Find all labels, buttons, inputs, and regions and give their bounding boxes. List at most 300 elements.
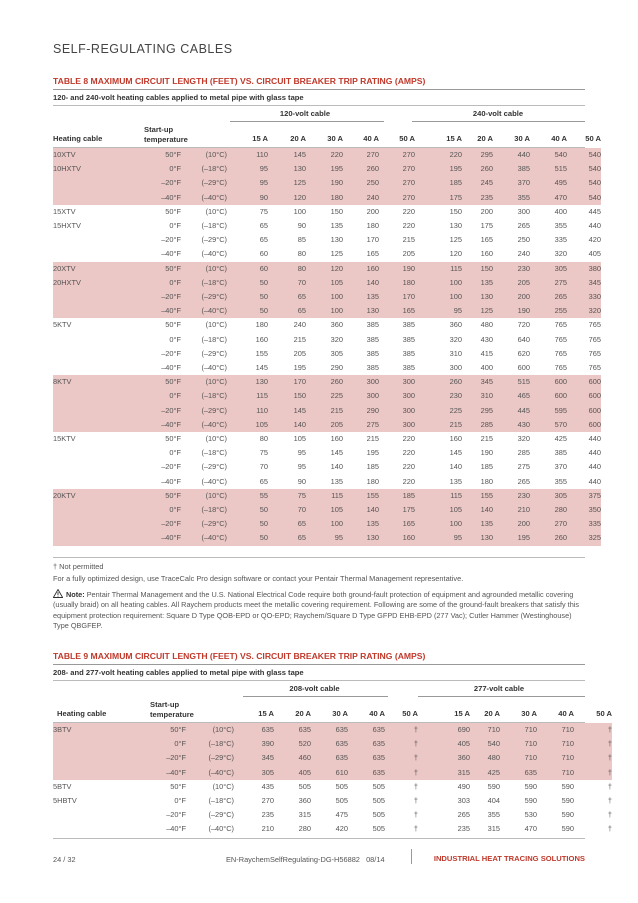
cell-circuit-length: 595 — [530, 404, 567, 418]
cell-circuit-length: 590 — [561, 810, 574, 820]
cell-circuit-length: 285 — [517, 448, 530, 458]
cell-circuit-length: 440 — [588, 434, 601, 444]
cell-circuit-length: 265 — [457, 810, 470, 820]
page-number: 24 / 32 — [53, 855, 76, 864]
footer-brand: INDUSTRIAL HEAT TRACING SOLUTIONS — [433, 854, 585, 863]
cell-startup-celsius: (–18°C) — [208, 796, 234, 806]
cell-circuit-length: † — [607, 810, 612, 820]
table-row — [53, 723, 612, 737]
cell-heating-cable: 10HXTV — [53, 162, 125, 176]
cell-circuit-length: 195 — [366, 448, 379, 458]
cell-heating-cable: 5KTV — [53, 320, 72, 330]
cell-startup-fahrenheit: –20°F — [166, 810, 186, 820]
cell-circuit-length: 540 — [567, 176, 601, 190]
cell-startup-celsius: (–18°C) — [201, 334, 227, 344]
cell-startup-celsius: (–40°C) — [201, 363, 227, 373]
cell-circuit-length: 215 — [480, 434, 493, 444]
cell-circuit-length: 275 — [343, 418, 379, 432]
cell-circuit-length: 260 — [462, 162, 493, 176]
cell-circuit-length: 310 — [462, 389, 493, 403]
cell-circuit-length: 180 — [366, 476, 379, 486]
amp-header: 30 A — [332, 709, 348, 718]
cell-circuit-length: 710 — [500, 737, 537, 751]
cell-circuit-length: 100 — [306, 517, 343, 531]
table8-title: TABLE 8 MAXIMUM CIRCUIT LENGTH (FEET) VS. CIRCUIT BREAKER TRIP RATING (AMPS) — [53, 76, 426, 86]
page-title: SELF-REGULATING CABLES — [53, 42, 233, 56]
cell-circuit-length: 175 — [415, 191, 462, 205]
cell-circuit-length: 325 — [567, 531, 601, 545]
cell-circuit-length: 170 — [268, 375, 306, 389]
cell-circuit-length: 100 — [306, 290, 343, 304]
warning-text: Pentair Thermal Management and the U.S. National Electrical Code require both ground-fault protection of equipment and agrounded metallic covering (usually braid) on all heating cables. All Raychem products meet the metallic covering requirement. Following are some of the ground-fault breakers that satisfy this equipment protection requirement: Square D Type QOB-EPD or QO-EPD; Raychem/Square D Type GFPD EHB-EPD (277 Vac); Cutler Hammer (Westinghouse) Type QBGFEP. — [53, 590, 580, 630]
cell-startup-celsius: (–40°C) — [181, 531, 227, 545]
cell-startup-celsius: (–29°C) — [181, 176, 227, 190]
cell-circuit-length: 90 — [297, 476, 306, 486]
cell-circuit-length: 370 — [554, 462, 567, 472]
amp-header: 20 A — [477, 134, 493, 143]
cell-circuit-length: 275 — [517, 462, 530, 472]
cell-circuit-length: 635 — [348, 766, 385, 780]
cell-circuit-length: 215 — [366, 434, 379, 444]
cell-heating-cable — [53, 404, 125, 418]
cell-heating-cable — [53, 751, 131, 765]
cell-circuit-length: 55 — [227, 489, 268, 503]
cell-circuit-length: 140 — [462, 503, 493, 517]
cell-circuit-length: 100 — [293, 206, 306, 216]
cell-circuit-length: 105 — [293, 434, 306, 444]
cell-circuit-length: 170 — [379, 290, 415, 304]
cell-circuit-length: 150 — [449, 206, 462, 216]
cell-circuit-length: 260 — [415, 375, 462, 389]
cell-circuit-length: 315 — [298, 810, 311, 820]
cell-heating-cable: 5HBTV — [53, 796, 77, 806]
cell-startup-celsius: (–40°C) — [186, 766, 234, 780]
cell-circuit-length: 230 — [415, 389, 462, 403]
cell-circuit-length: 225 — [306, 389, 343, 403]
cell-circuit-length: 765 — [554, 320, 567, 330]
cell-circuit-length: 70 — [268, 276, 306, 290]
cell-circuit-length: 505 — [372, 824, 385, 834]
table-row — [53, 517, 601, 531]
cell-circuit-length: 110 — [227, 148, 268, 162]
cell-circuit-length: 375 — [567, 489, 601, 503]
cell-circuit-length: 460 — [274, 751, 311, 765]
cell-circuit-length: 635 — [348, 723, 385, 737]
cell-heating-cable: 5BTV — [53, 781, 72, 791]
cell-circuit-length: 70 — [259, 462, 268, 472]
cell-startup-fahrenheit: –20°F — [161, 235, 181, 245]
cell-circuit-length: 215 — [415, 418, 462, 432]
cell-circuit-length: 505 — [372, 781, 385, 791]
cell-startup-fahrenheit: –20°F — [161, 348, 181, 358]
cell-circuit-length: 180 — [480, 476, 493, 486]
table8-group-left: 120-volt cable — [279, 109, 331, 118]
table9-subtitle: 208- and 277-volt heating cables applied to metal pipe with glass tape — [53, 668, 304, 677]
cell-circuit-length: 540 — [530, 148, 567, 162]
cell-circuit-length: 205 — [493, 276, 530, 290]
cell-circuit-length: 710 — [537, 751, 574, 765]
cell-circuit-length: 255 — [530, 304, 567, 318]
cell-circuit-length: 135 — [462, 276, 493, 290]
cell-circuit-length: 245 — [462, 176, 493, 190]
cell-circuit-length: 440 — [588, 462, 601, 472]
cell-circuit-length: 430 — [480, 334, 493, 344]
cell-circuit-length: 295 — [462, 148, 493, 162]
cell-heating-cable: 3BTV — [53, 723, 131, 737]
amp-header: 15 A — [252, 134, 268, 143]
cell-circuit-length: † — [413, 810, 418, 820]
cell-heating-cable — [53, 766, 131, 780]
cell-circuit-length: 360 — [418, 751, 470, 765]
cell-circuit-length: 420 — [335, 824, 348, 834]
table8-footnote: † Not permitted — [53, 562, 104, 571]
cell-circuit-length: 330 — [567, 290, 601, 304]
cell-circuit-length: 235 — [261, 810, 274, 820]
table-row — [53, 148, 601, 162]
cell-startup-fahrenheit: 0°F — [169, 448, 181, 458]
cell-circuit-length: 315 — [418, 766, 470, 780]
cell-circuit-length: 195 — [415, 162, 462, 176]
cell-startup-celsius: (10°C) — [181, 262, 227, 276]
amp-header: 15 A — [454, 709, 470, 718]
cell-circuit-length: † — [607, 796, 612, 806]
cell-circuit-length: 50 — [227, 531, 268, 545]
cell-circuit-length: 235 — [457, 824, 470, 834]
cell-circuit-length: 320 — [517, 434, 530, 444]
cell-circuit-length: 95 — [227, 162, 268, 176]
cell-circuit-length: 265 — [530, 290, 567, 304]
cell-startup-fahrenheit: 0°F — [174, 796, 186, 806]
table-row — [53, 418, 601, 432]
warning-note — [53, 589, 585, 631]
cell-circuit-length: 50 — [227, 290, 268, 304]
cell-circuit-length: 105 — [306, 276, 343, 290]
cell-circuit-length: 635 — [311, 751, 348, 765]
cell-circuit-length: 360 — [298, 796, 311, 806]
cell-circuit-length: 65 — [259, 476, 268, 486]
table9-title-rule — [53, 664, 585, 665]
cell-circuit-length: 75 — [259, 448, 268, 458]
cell-circuit-length: 160 — [255, 334, 268, 344]
cell-circuit-length: 205 — [293, 348, 306, 358]
cell-circuit-length: 710 — [500, 751, 537, 765]
table-row — [53, 304, 601, 318]
cell-circuit-length: 205 — [306, 418, 343, 432]
cell-circuit-length: † — [574, 723, 612, 737]
cell-circuit-length: 270 — [379, 162, 415, 176]
cell-heating-cable — [53, 290, 125, 304]
cell-circuit-length: 235 — [462, 191, 493, 205]
cell-circuit-length: 115 — [227, 389, 268, 403]
cell-circuit-length: 465 — [493, 389, 530, 403]
table-row — [53, 318, 601, 332]
cell-circuit-length: 590 — [524, 796, 537, 806]
cell-circuit-length: 355 — [554, 476, 567, 486]
amp-header: 40 A — [558, 709, 574, 718]
cell-circuit-length: 610 — [311, 766, 348, 780]
cell-circuit-length: 135 — [330, 476, 343, 486]
amp-header: 15 A — [446, 134, 462, 143]
cell-circuit-length: 165 — [480, 235, 493, 245]
cell-heating-cable — [53, 531, 125, 545]
cell-circuit-length: 600 — [567, 404, 601, 418]
cell-circuit-length: 355 — [554, 221, 567, 231]
cell-circuit-length: 140 — [343, 276, 379, 290]
cell-heating-cable: 8KTV — [53, 375, 125, 389]
cell-circuit-length: 105 — [227, 418, 268, 432]
cell-circuit-length: 200 — [480, 206, 493, 216]
cell-circuit-length: 65 — [268, 517, 306, 531]
cell-circuit-length: 135 — [330, 221, 343, 231]
amp-header: 30 A — [327, 134, 343, 143]
cell-circuit-length: 540 — [567, 148, 601, 162]
cell-circuit-length: 385 — [402, 334, 415, 344]
table-row — [53, 780, 612, 794]
cell-circuit-length: 290 — [330, 363, 343, 373]
table8-bottom-rule — [53, 557, 585, 558]
cell-circuit-length: 305 — [530, 262, 567, 276]
cell-circuit-length: 50 — [227, 517, 268, 531]
cell-heating-cable — [53, 347, 125, 361]
cell-circuit-length: 200 — [493, 290, 530, 304]
cell-circuit-length: 425 — [470, 766, 500, 780]
cell-circuit-length: 600 — [530, 389, 567, 403]
cell-circuit-length: † — [385, 737, 418, 751]
cell-circuit-length: 215 — [402, 235, 415, 245]
cell-circuit-length: 60 — [227, 262, 268, 276]
cell-heating-cable — [53, 460, 125, 474]
cell-heating-cable: 20HXTV — [53, 276, 125, 290]
cell-circuit-length: 385 — [402, 348, 415, 358]
cell-circuit-length: 270 — [530, 517, 567, 531]
table-row — [53, 794, 612, 808]
cell-circuit-length: 385 — [366, 334, 379, 344]
table8-subtitle-rule — [53, 105, 585, 106]
cell-circuit-length: 405 — [418, 737, 470, 751]
cell-circuit-length: 710 — [500, 723, 537, 737]
cell-circuit-length: 160 — [449, 434, 462, 444]
cell-circuit-length: 155 — [462, 489, 493, 503]
cell-circuit-length: 600 — [567, 375, 601, 389]
cell-circuit-length: 505 — [372, 810, 385, 820]
cell-circuit-length: 765 — [554, 348, 567, 358]
cell-circuit-length: 270 — [343, 148, 379, 162]
cell-circuit-length: 440 — [588, 476, 601, 486]
table-row — [53, 247, 601, 261]
cell-circuit-length: 220 — [402, 476, 415, 486]
table9-col-startup: Start-up temperature — [150, 700, 194, 719]
cell-startup-celsius: (–29°C) — [201, 235, 227, 245]
table-row — [53, 176, 601, 190]
cell-circuit-length: 175 — [379, 503, 415, 517]
table-row — [53, 446, 601, 460]
cell-circuit-length: 185 — [366, 462, 379, 472]
cell-circuit-length: 95 — [306, 531, 343, 545]
table-row — [53, 489, 601, 503]
cell-circuit-length: 600 — [567, 389, 601, 403]
table-row — [53, 347, 601, 361]
cell-heating-cable — [53, 418, 125, 432]
cell-circuit-length: 590 — [561, 781, 574, 791]
cell-circuit-length: 710 — [470, 723, 500, 737]
cell-circuit-length: 385 — [402, 363, 415, 373]
cell-circuit-length: 220 — [402, 221, 415, 231]
cell-circuit-length: 303 — [457, 796, 470, 806]
cell-startup-fahrenheit: 0°F — [125, 276, 181, 290]
cell-circuit-length: 140 — [268, 418, 306, 432]
cell-circuit-length: 195 — [493, 531, 530, 545]
cell-circuit-length: 260 — [343, 162, 379, 176]
cell-heating-cable — [53, 304, 125, 318]
amp-header: 20 A — [290, 134, 306, 143]
cell-startup-fahrenheit: 50°F — [131, 723, 186, 737]
cell-circuit-length: 360 — [330, 320, 343, 330]
cell-circuit-length: 155 — [343, 489, 379, 503]
cell-circuit-length: 590 — [487, 781, 500, 791]
cell-circuit-length: 415 — [480, 348, 493, 358]
cell-circuit-length: 370 — [493, 176, 530, 190]
cell-circuit-length: † — [574, 751, 612, 765]
cell-heating-cable: 10XTV — [53, 148, 125, 162]
cell-startup-fahrenheit: 50°F — [165, 206, 181, 216]
cell-circuit-length: 280 — [530, 503, 567, 517]
cell-circuit-length: 220 — [402, 448, 415, 458]
cell-circuit-length: 475 — [335, 810, 348, 820]
cell-circuit-length: 220 — [402, 206, 415, 216]
cell-circuit-length: † — [413, 781, 418, 791]
cell-circuit-length: 600 — [530, 375, 567, 389]
cell-circuit-length: 250 — [343, 176, 379, 190]
table-row — [53, 766, 612, 780]
cell-circuit-length: 515 — [493, 375, 530, 389]
cell-circuit-length: 765 — [588, 334, 601, 344]
cell-circuit-length: 270 — [379, 176, 415, 190]
cell-circuit-length: 300 — [517, 206, 530, 216]
cell-startup-fahrenheit: 50°F — [125, 375, 181, 389]
table9-group-right: 277-volt cable — [473, 684, 525, 693]
cell-startup-celsius: (–40°C) — [181, 191, 227, 205]
cell-startup-celsius: (10°C) — [205, 434, 227, 444]
cell-circuit-length: 200 — [366, 206, 379, 216]
cell-startup-celsius: (–18°C) — [181, 389, 227, 403]
table-row — [53, 205, 601, 219]
cell-circuit-length: † — [607, 824, 612, 834]
cell-startup-fahrenheit: 50°F — [125, 148, 181, 162]
cell-circuit-length: † — [413, 824, 418, 834]
cell-circuit-length: 205 — [402, 249, 415, 259]
cell-circuit-length: 130 — [462, 531, 493, 545]
cell-circuit-length: 220 — [402, 462, 415, 472]
cell-circuit-length: 385 — [554, 448, 567, 458]
cell-circuit-length: 185 — [480, 462, 493, 472]
cell-circuit-length: 65 — [268, 290, 306, 304]
cell-startup-celsius: (–40°C) — [208, 824, 234, 834]
cell-circuit-length: 490 — [457, 781, 470, 791]
cell-circuit-length: 160 — [330, 434, 343, 444]
amp-header: 30 A — [521, 709, 537, 718]
cell-circuit-length: 150 — [330, 206, 343, 216]
cell-circuit-length: 570 — [530, 418, 567, 432]
cell-startup-celsius: (–40°C) — [181, 418, 227, 432]
cell-circuit-length: 480 — [480, 320, 493, 330]
table-row — [53, 290, 601, 304]
cell-circuit-length: 120 — [449, 249, 462, 259]
cell-circuit-length: 265 — [517, 221, 530, 231]
cell-circuit-length: 90 — [297, 221, 306, 231]
cell-startup-fahrenheit: –20°F — [125, 404, 181, 418]
table-row — [53, 460, 601, 474]
cell-circuit-length: 275 — [530, 276, 567, 290]
cell-circuit-length: 400 — [554, 206, 567, 216]
cell-circuit-length: 110 — [227, 404, 268, 418]
cell-startup-fahrenheit: –40°F — [125, 418, 181, 432]
table9-group-left-rule — [243, 696, 388, 697]
table8-subtitle: 120- and 240-volt heating cables applied to metal pipe with glass tape — [53, 93, 304, 102]
cell-circuit-length: 145 — [449, 448, 462, 458]
cell-circuit-length: 105 — [415, 503, 462, 517]
table-row — [53, 262, 601, 276]
cell-circuit-length: 170 — [366, 235, 379, 245]
cell-startup-fahrenheit: 50°F — [125, 489, 181, 503]
cell-circuit-length: 180 — [366, 221, 379, 231]
table9-subtitle-rule — [53, 680, 585, 681]
cell-startup-celsius: (–29°C) — [181, 290, 227, 304]
cell-circuit-length: 50 — [227, 304, 268, 318]
cell-circuit-length: 320 — [554, 249, 567, 259]
cell-startup-celsius: (–29°C) — [181, 517, 227, 531]
cell-circuit-length: 515 — [530, 162, 567, 176]
cell-circuit-length: 425 — [554, 434, 567, 444]
cell-circuit-length: 160 — [343, 262, 379, 276]
cell-heating-cable: 20KTV — [53, 489, 125, 503]
table8-col-cable: Heating cable — [53, 134, 103, 143]
table8-group-right: 240-volt cable — [472, 109, 524, 118]
warning-triangle-icon — [53, 589, 63, 598]
cell-startup-fahrenheit: –40°F — [161, 249, 181, 259]
amp-header: 20 A — [295, 709, 311, 718]
cell-heating-cable: 20XTV — [53, 262, 125, 276]
cell-circuit-length: 80 — [297, 249, 306, 259]
cell-circuit-length: 220 — [306, 148, 343, 162]
cell-circuit-length: 440 — [588, 221, 601, 231]
cell-circuit-length: 50 — [227, 503, 268, 517]
cell-circuit-length: 310 — [449, 348, 462, 358]
cell-circuit-length: 95 — [297, 448, 306, 458]
cell-circuit-length: 335 — [554, 235, 567, 245]
amp-header: 50 A — [596, 709, 612, 718]
cell-startup-celsius: (10°C) — [186, 723, 234, 737]
cell-circuit-length: 600 — [517, 363, 530, 373]
cell-circuit-length: 150 — [268, 389, 306, 403]
cell-heating-cable: 15XTV — [53, 206, 76, 216]
cell-heating-cable — [53, 503, 125, 517]
cell-startup-celsius: (10°C) — [181, 375, 227, 389]
cell-circuit-length: † — [385, 751, 418, 765]
cell-circuit-length: 440 — [588, 448, 601, 458]
cell-heating-cable — [53, 361, 125, 375]
cell-heating-cable — [53, 822, 131, 836]
table-row — [53, 503, 601, 517]
cell-circuit-length: 60 — [259, 249, 268, 259]
cell-circuit-length: 130 — [227, 375, 268, 389]
cell-circuit-length: 470 — [530, 191, 567, 205]
cell-circuit-length: 405 — [274, 766, 311, 780]
cell-startup-fahrenheit: 50°F — [170, 781, 186, 791]
cell-startup-celsius: (–29°C) — [208, 810, 234, 820]
cell-heating-cable — [53, 333, 125, 347]
table-row — [53, 751, 612, 765]
cell-circuit-length: 300 — [343, 375, 379, 389]
